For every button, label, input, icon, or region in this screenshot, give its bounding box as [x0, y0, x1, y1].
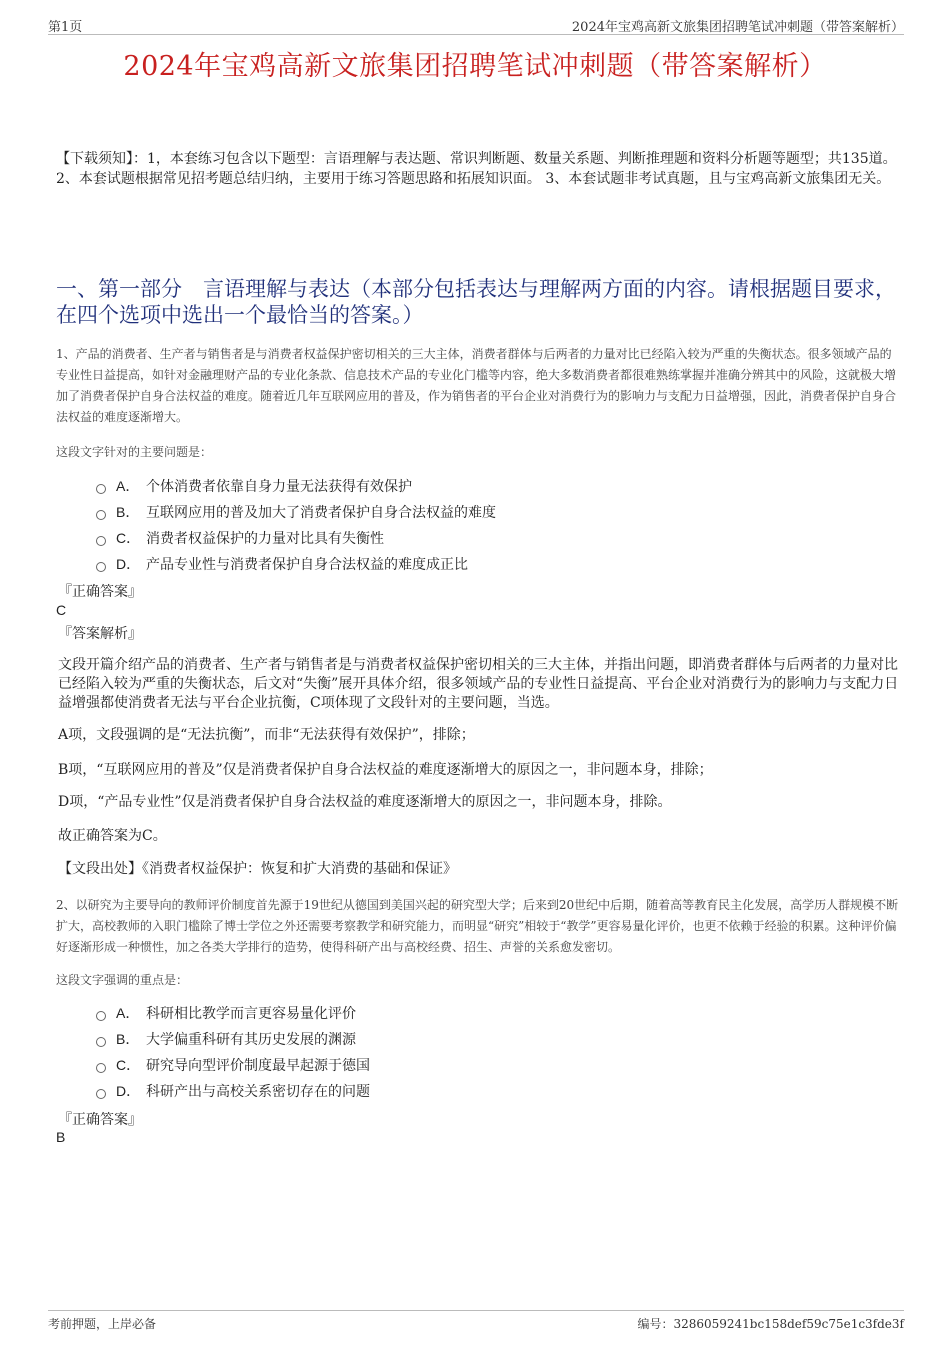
option-d[interactable]: D． 科研产出与高校关系密切存在的问题	[96, 1078, 896, 1104]
radio-icon[interactable]	[96, 1011, 106, 1021]
radio-icon[interactable]	[96, 1037, 106, 1047]
option-text: 互联网应用的普及加大了消费者保护自身合法权益的难度	[146, 505, 496, 521]
question-2-options	[96, 1000, 896, 1104]
analysis-paragraph: D项，“产品专业性”仅是消费者保护自身合法权益的难度逐渐增大的原因之一，非问题本身，排除。	[58, 794, 672, 810]
option-b[interactable]: B． 互联网应用的普及加大了消费者保护自身合法权益的难度	[96, 499, 896, 525]
radio-icon[interactable]	[96, 1063, 106, 1073]
analysis-paragraph: 故正确答案为C。	[58, 828, 167, 844]
option-text: 个体消费者依靠自身力量无法获得有效保护	[146, 479, 412, 495]
question-1-options	[96, 473, 896, 577]
radio-icon[interactable]	[96, 562, 106, 572]
option-d[interactable]: D． 产品专业性与消费者保护自身合法权益的难度成正比	[96, 551, 896, 577]
option-text: 消费者权益保护的力量对比具有失衡性	[146, 531, 384, 547]
page-title: 2024年宝鸡高新文旅集团招聘笔试冲刺题（带答案解析）	[123, 51, 827, 82]
radio-icon[interactable]	[96, 536, 106, 546]
option-text: 科研相比教学而言更容易量化评价	[146, 1006, 356, 1022]
page-footer	[48, 1310, 904, 1331]
radio-icon[interactable]	[96, 484, 106, 494]
footer-serial: 编号：3286059241bc158def59c75e1c3fde3f	[637, 1317, 904, 1331]
page-number: 第1页	[48, 20, 83, 35]
answer-label: 『正确答案』	[58, 584, 142, 600]
answer-value: B	[56, 1129, 66, 1145]
question-1-stem: 1、产品的消费者、生产者与销售者是与消费者权益保护密切相关的三大主体，消费者群体与后两者的力量对比已经陷入较为严重的失衡状态。很多领域产品的专业性日益提高，如针对金融理财产品的专业化条款、信息技术产品的专业化门槛等内容，绝大多数消费者都很难熟练掌握并准确分辨其中的风险，这就极大增加了消费者保护自身合法权益的难度。随着近几年互联网应用的普及，作为销售者的平台企业对消费行为的影响力与支配力日益增强，因此，消费者保护自身合法权益的难度逐渐增大。	[56, 347, 897, 424]
question-2-prompt: 这段文字强调的重点是：	[56, 973, 189, 987]
source-citation: 【文段出处】《消费者权益保护：恢复和扩大消费的基础和保证》	[58, 861, 457, 877]
page-header	[48, 14, 904, 35]
analysis-label: 『答案解析』	[58, 626, 142, 642]
option-b[interactable]: B． 大学偏重科研有其历史发展的渊源	[96, 1026, 896, 1052]
option-text: 科研产出与高校关系密切存在的问题	[146, 1084, 370, 1100]
download-notice: 【下载须知】：1，本套练习包含以下题型：言语理解与表达题、常识判断题、数量关系题、判断推理题和资料分析题等题型；共135道。 2、本套试题根据常见招考题总结归纳，主要用于练习答题思路和拓展知识面。 3、本套试题非考试真题，且与宝鸡高新文旅集团无关。	[56, 151, 897, 187]
option-a[interactable]: A． 科研相比教学而言更容易量化评价	[96, 1000, 896, 1026]
option-text: 研究导向型评价制度最早起源于德国	[146, 1058, 370, 1074]
option-text: 大学偏重科研有其历史发展的渊源	[146, 1032, 356, 1048]
analysis-paragraph: 文段开篇介绍产品的消费者、生产者与销售者是与消费者权益保护密切相关的三大主体，并指出问题，即消费者群体与后两者的力量对比已经陷入较为严重的失衡状态，后文对“失衡”展开具体介绍，很多领域产品的专业性日益提高、平台企业对消费行为的影响力与支配力日益增强都使消费者无法与平台企业抗衡，C项体现了文段针对的主要问题，当选。	[58, 657, 899, 711]
header-doc-title: 2024年宝鸡高新文旅集团招聘笔试冲刺题（带答案解析）	[571, 20, 904, 35]
analysis-paragraph: B项，“互联网应用的普及”仅是消费者保护自身合法权益的难度逐渐增大的原因之一，非问题本身，排除；	[58, 762, 713, 778]
analysis-paragraph: A项，文段强调的是“无法抗衡”，而非“无法获得有效保护”，排除；	[58, 727, 475, 743]
option-text: 产品专业性与消费者保护自身合法权益的难度成正比	[146, 557, 468, 573]
option-c[interactable]: C． 研究导向型评价制度最早起源于德国	[96, 1052, 896, 1078]
option-c[interactable]: C． 消费者权益保护的力量对比具有失衡性	[96, 525, 896, 551]
question-1-prompt: 这段文字针对的主要问题是：	[56, 445, 213, 459]
radio-icon[interactable]	[96, 1089, 106, 1099]
answer-label: 『正确答案』	[58, 1112, 142, 1128]
section-title: 一、第一部分 言语理解与表达（本部分包括表达与理解两方面的内容。请根据题目要求，在四个选项中选出一个最恰当的答案。）	[56, 277, 896, 327]
footer-slogan: 考前押题，上岸必备	[48, 1317, 157, 1331]
radio-icon[interactable]	[96, 510, 106, 520]
option-a[interactable]: A． 个体消费者依靠自身力量无法获得有效保护	[96, 473, 896, 499]
question-2-stem: 2、以研究为主要导向的教师评价制度首先源于19世纪从德国到美国兴起的研究型大学；后来到20世纪中后期，随着高等教育民主化发展，高学历人群规模不断扩大，高校教师的入职门槛除了博士学位之外还需要考察教学和研究能力，而明显“研究”相较于“教学”更容易量化评价，也更不依赖于经验的积累。这种评价偏好逐渐形成一种惯性，加之各类大学排行的造势，使得科研产出与高校经费、招生、声誉的关系愈发密切。	[56, 898, 899, 954]
answer-value: C	[56, 602, 67, 618]
